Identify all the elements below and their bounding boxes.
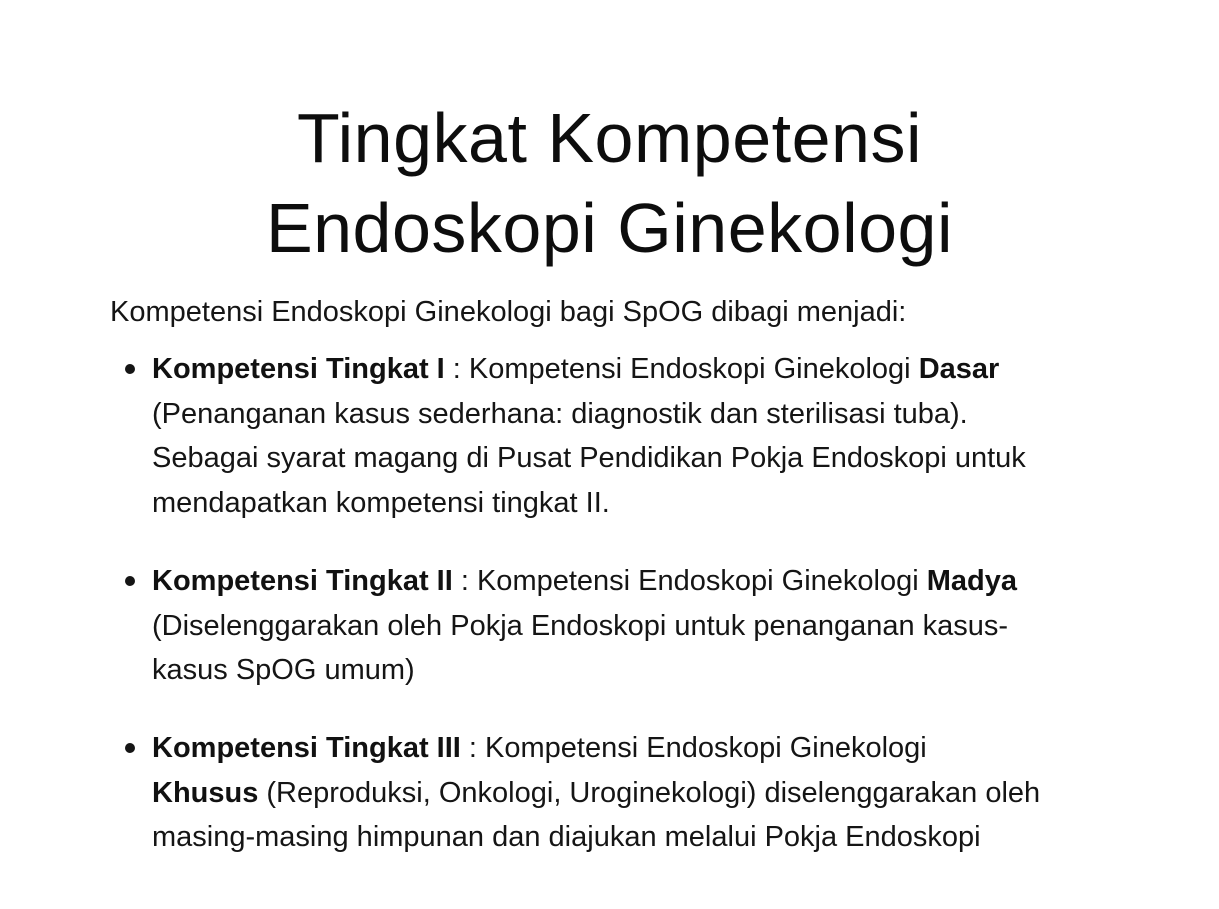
item-line — [152, 559, 1162, 604]
title-line-2: Endoskopi Ginekologi — [265, 188, 954, 267]
item-line: (Penanganan kasus sederhana: diagnostik dan sterilisasi tuba). — [152, 397, 968, 430]
level-label: Madya — [926, 565, 1018, 597]
item-text: (Reproduksi, Onkologi, Uroginekologi) diselenggarakan oleh — [258, 776, 1041, 809]
title-line-1: Tingkat Kompetensi — [296, 98, 923, 177]
item-line — [152, 771, 1162, 816]
intro-text: Kompetensi Endoskopi Ginekologi bagi SpOG dibagi menjadi: — [110, 296, 907, 328]
item-line: mendapatkan kompetensi tingkat II. — [152, 486, 610, 519]
item-text: : Kompetensi Endoskopi Ginekologi — [460, 732, 927, 764]
bullet-icon — [125, 743, 135, 753]
item-line — [152, 726, 1162, 771]
item-text: : Kompetensi Endoskopi Ginekologi — [444, 353, 919, 385]
item-heading: Kompetensi Tingkat II — [152, 565, 453, 597]
item-line: masing-masing himpunan dan diajukan melalui Pokja Endoskopi — [152, 821, 981, 853]
level-label: Dasar — [918, 353, 1000, 385]
bullet-icon — [125, 576, 135, 586]
list-item — [152, 559, 1162, 693]
bullet-icon — [125, 364, 135, 374]
item-text: : Kompetensi Endoskopi Ginekologi — [452, 565, 927, 597]
level-label: Khusus — [152, 776, 259, 809]
list-item — [152, 347, 1162, 525]
item-line: (Diselenggarakan oleh Pokja Endoskopi untuk penanganan kasus- — [152, 609, 1009, 642]
item-line: Sebagai syarat magang di Pusat Pendidikan Pokja Endoskopi untuk — [152, 442, 1026, 474]
item-heading: Kompetensi Tingkat I — [152, 353, 445, 385]
item-heading: Kompetensi Tingkat III — [152, 732, 461, 764]
item-line: kasus SpOG umum) — [152, 654, 415, 686]
slide-title — [0, 93, 1219, 273]
list-item — [152, 726, 1162, 860]
item-line — [152, 347, 1162, 392]
